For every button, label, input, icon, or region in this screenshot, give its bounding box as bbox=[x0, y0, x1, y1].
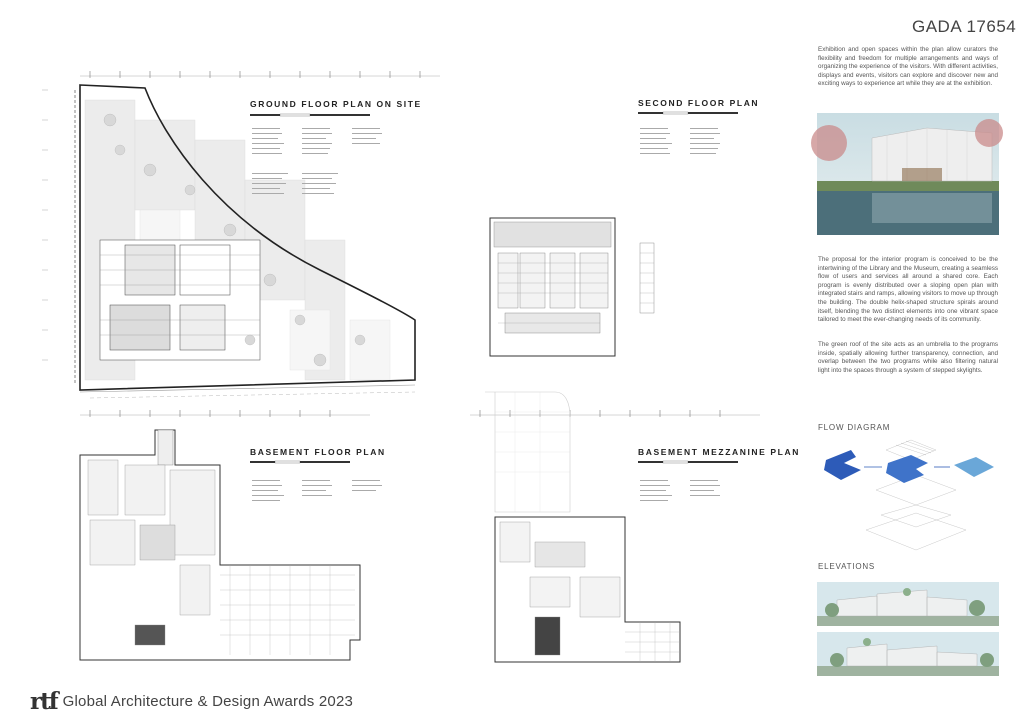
rtf-logo: rtf bbox=[30, 687, 57, 715]
render-image bbox=[817, 113, 999, 235]
mezzanine-plan-title: BASEMENT MEZZANINE PLAN bbox=[638, 447, 800, 457]
elevation-bottom bbox=[817, 632, 999, 676]
program-paragraph: The proposal for the interior program is conceived to be the intertwining of the Library and the Museum, creating a seamless flow of users and services all around a shared core. Each program is evenly distributed over a sloping open plan with integrated stairs and ramps, allowing visitors to move up through the building. The double helix-shaped structure spirals around itself, blending the two distinct elements into one vibrant space tailored to meet the ever-changing needs of its community. bbox=[818, 256, 998, 324]
footer-text: Global Architecture & Design Awards 2023 bbox=[62, 692, 354, 710]
ground-plan-scale bbox=[250, 112, 370, 122]
intro-paragraph: Exhibition and open spaces within the plan allow curators the flexibility and freedom for multiple arrangements and ways of organizing the experience of the visitors. With different activities, displays and events, visitors can explore and discover new and exciting ways to experience art while they are at the exhibition. bbox=[818, 46, 998, 88]
basement-plan-drawing bbox=[80, 425, 360, 665]
second-plan-scale bbox=[638, 110, 738, 120]
ground-plan-title: GROUND FLOOR PLAN ON SITE bbox=[250, 99, 422, 109]
second-plan-legend bbox=[640, 128, 740, 178]
elevations-heading: ELEVATIONS bbox=[818, 562, 876, 571]
second-plan-drawing bbox=[490, 218, 620, 358]
flow-diagram bbox=[816, 435, 1006, 555]
ground-plan-legend bbox=[252, 128, 412, 238]
flow-diagram-heading: FLOW DIAGRAM bbox=[818, 423, 891, 432]
second-plan-title: SECOND FLOOR PLAN bbox=[638, 98, 760, 108]
roof-paragraph: The green roof of the site acts as an umbrella to the programs inside, spatially allowing further transparency, connection, and overlap between the two programs while also filtering natural light into the spaces through a system of stepped skylights. bbox=[818, 341, 998, 374]
footer bbox=[30, 688, 353, 714]
elevation-top bbox=[817, 582, 999, 626]
mezzanine-plan-drawing bbox=[485, 392, 685, 662]
board-title: GADA 17654 bbox=[912, 17, 1017, 36]
basement-plan-title: BASEMENT FLOOR PLAN bbox=[250, 447, 386, 457]
basement-plan-ruler bbox=[80, 405, 380, 425]
